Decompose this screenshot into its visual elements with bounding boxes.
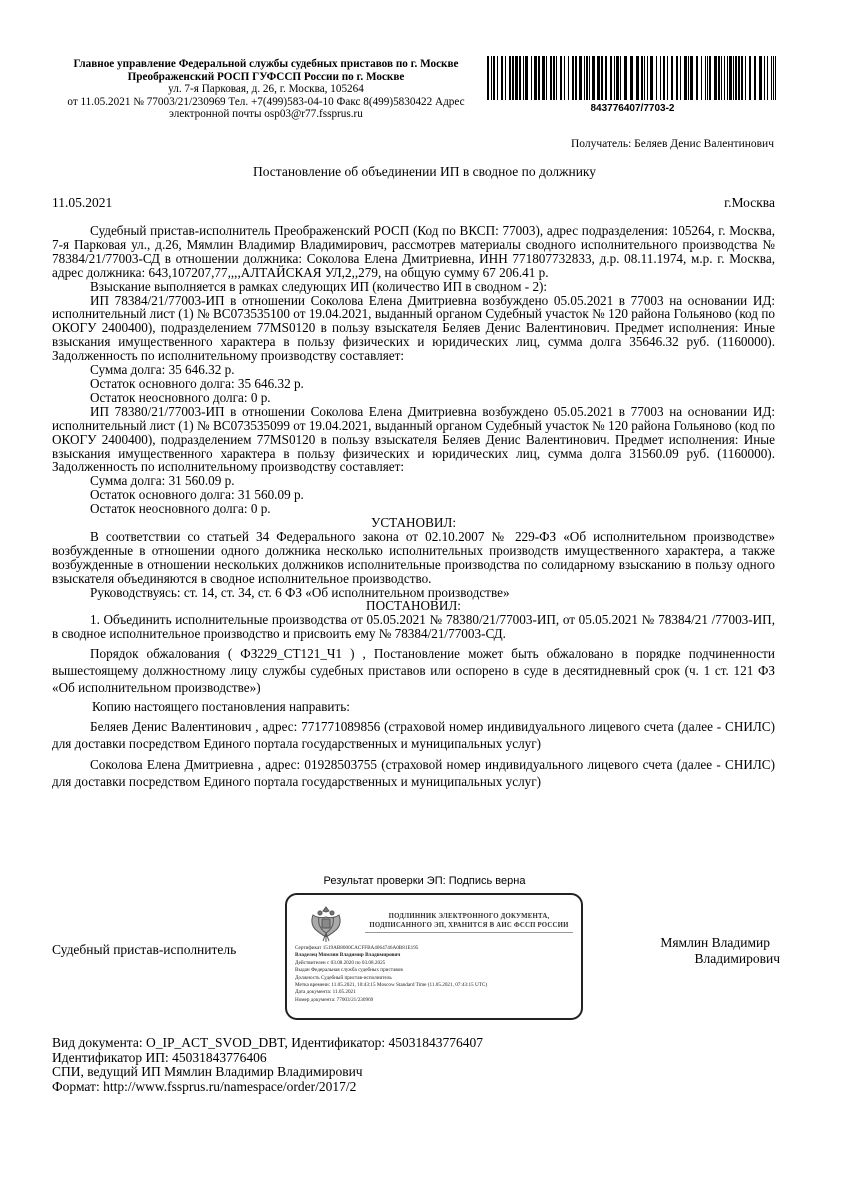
intro-paragraph: Судебный пристав-исполнитель Преображенский РОСП (Код по ВКСП: 77003), адрес подразделения: 105264, г. Москва, 7-я Парковая ул., д.26, Мямлин Владимир Владимирович, рассмотрев материалы сводного исполнительного производства № 78384/21/77003-СД в отношении должника: Соколова Елена Дмитриевна, ИНН 771807732833, д.р. 08.11.1974, м.р. г. Москва, адрес должника: 643,107207,77,,,,АЛТАЙСКАЯ УЛ,2,,279, на общую сумму 67 206.41 р. (52, 223, 775, 280)
format-url: Формат: http://www.fssprus.ru/namespace/order/2017/2 (52, 1078, 357, 1094)
barcode-bar (542, 56, 545, 100)
signer-name (620, 935, 780, 966)
barcode-bar (696, 56, 698, 100)
barcode-bar (630, 56, 633, 100)
appeal-procedure: Порядок обжалования ( ФЗ229_СТ121_Ч1 ) , Постановление может быть обжаловано в порядке подчиненности вышестоящему должностному лицу службы судебных приставов или оспорено в суде в десятидневный срок (ч. 1 ст. 121 ФЗ «Об исполнительном производстве») (52, 646, 775, 696)
barcode-bar (616, 56, 619, 100)
issuer-department: Преображенский РОСП ГУФССП России по г. Москве (127, 70, 405, 83)
established-heading: УСТАНОВИЛ: (370, 515, 457, 531)
barcode-bar (745, 56, 746, 100)
barcode-bar (650, 56, 653, 100)
document-date: 11.05.2021 (52, 195, 113, 210)
barcode-bar (592, 56, 595, 100)
collection-note: Взыскание выполняется в рамках следующих ИП (количество ИП в сводном - 2): (90, 278, 548, 294)
barcode-bar (767, 56, 768, 100)
barcode-number: 843776407/7703-2 (590, 103, 675, 114)
barcode-bar (773, 56, 774, 100)
barcode-bar (575, 56, 577, 100)
barcode-bar (568, 56, 569, 100)
barcode-bar (546, 56, 547, 100)
barcode-bar (764, 56, 765, 100)
barcode-bar (741, 56, 743, 100)
copy-recipient-2: Соколова Елена Дмитриевна , адрес: 01928503755 (страховой номер индивидуального лицевого счета (далее - СНИЛС) для доставки посредством Единого портала государственных и муниципальных услуг) (52, 757, 775, 790)
barcode-bar (509, 56, 511, 100)
stamp-line: Выдан Федеральная служба судебных приставов (295, 967, 403, 974)
ip-1-paragraph: ИП 78384/21/77003-ИП в отношении Соколова Елена Дмитриевна возбуждено 05.05.2021 в 77003 на основании ИД: исполнительный лист (1) № ВС073535100 от 19.04.2021, выданный органом Судебный участок № 120 района Гольяново (код по ОКОГУ 2400400), подразделением 77MS0120 в пользу взыскателя Беляев Денис Валентинович. Предмет исполнения: Иные взыскания имущественного характера в пользу физических и юридических лиц, сумма долга 35646.32 руб. (1160000). Задолженность по исполнительному производству составляет: (52, 292, 775, 364)
ip-2-main-remainder: Остаток основного долга: 31 560.09 р. (90, 487, 304, 503)
barcode-bar (597, 56, 600, 100)
barcode-bar (493, 56, 495, 100)
barcode-bar (707, 56, 708, 100)
barcode-bar (601, 56, 603, 100)
issuer-header (50, 58, 482, 121)
barcode-bar (560, 56, 562, 100)
stamp-heading-line-1: ПОДЛИННИК ЭЛЕКТРОННОГО ДОКУМЕНТА, (388, 913, 550, 920)
stamp-line: Дата документа: 11.05.2021 (295, 989, 356, 996)
ip-identifier: Идентификатор ИП: 45031843776406 (52, 1049, 267, 1065)
spi-name: СПИ, ведущий ИП Мямлин Владимир Владимирович (52, 1064, 363, 1080)
stamp-line: Должность Судебный пристав-исполнитель (295, 974, 392, 981)
barcode-bar (759, 56, 762, 100)
barcode-bar (572, 56, 574, 100)
barcode-bar (515, 56, 518, 100)
guided-by: Руководствуясь: ст. 14, ст. 34, ст. 6 ФЗ «Об исполнительном производстве» (90, 584, 510, 600)
barcode-bar (714, 56, 717, 100)
barcode-bar (556, 56, 557, 100)
barcode-bar (491, 56, 492, 100)
barcode-bar (690, 56, 693, 100)
ip-2-nonmain-remainder: Остаток неосновного долга: 0 р. (90, 501, 271, 517)
barcode-bar (497, 56, 498, 100)
barcode-bar (519, 56, 521, 100)
ip-1-main-remainder: Остаток основного долга: 35 646.32 р. (90, 375, 304, 391)
signature-check-result: Результат проверки ЭП: Подпись верна (323, 875, 526, 887)
ip-1-debt: Сумма долга: 35 646.32 р. (90, 362, 235, 378)
barcode-bar (718, 56, 720, 100)
stamp-details (295, 945, 487, 1004)
barcode-bar (705, 56, 706, 100)
barcode-bar (505, 56, 506, 100)
barcode-bar (553, 56, 555, 100)
barcode-bar (538, 56, 540, 100)
barcode-bar (523, 56, 524, 100)
stamp-line: Метка времени: 11.05.2021, 10:43:15 Moscow Standard Time (11.05.2021, 07:43:15 UTC) (295, 982, 488, 989)
barcode-bar (647, 56, 648, 100)
barcode-bar (676, 56, 678, 100)
barcode-bar (721, 56, 722, 100)
barcode-bar (738, 56, 740, 100)
barcode-bar (550, 56, 552, 100)
barcode-bar (775, 56, 776, 100)
barcode-bar (663, 56, 665, 100)
issuer-org: Главное управление Федеральной службы судебных приставов по г. Москве (73, 58, 459, 70)
ip-2-debt: Сумма долга: 31 560.09 р. (90, 473, 235, 489)
barcode-bar (771, 56, 772, 100)
document-title: Постановление об объединении ИП в сводное по должнику (252, 164, 597, 179)
barcode-bar (727, 56, 728, 100)
doc-type: Вид документа: O_IP_ACT_SVOD_DBT, Идентификатор: 45031843776407 (52, 1035, 484, 1050)
ip-1-nonmain-remainder: Остаток неосновного долга: 0 р. (90, 389, 271, 405)
barcode-bar (589, 56, 590, 100)
barcode-bar (487, 56, 489, 100)
barcode-bar (614, 56, 615, 100)
barcode-bar (610, 56, 612, 100)
barcode-bar (724, 56, 725, 100)
barcode-bar (729, 56, 732, 100)
stamp-line: Действителен с 03.08.2020 по 03.08.2025 (295, 959, 386, 966)
recipient: Получатель: Беляев Денис Валентинович (570, 138, 774, 150)
established-text: В соответствии со статьей 34 Федерального закона от 02.10.2007 № 229-ФЗ «Об исполнительном производстве» возбужденные в отношении одного должника несколько исполнительных производств имущественного характера, а также возбужденные в отношении нескольких должников исполнительные производства по солидарному взысканию в пользу одного взыскателя объединяются в сводное исполнительное производство. (52, 528, 775, 586)
resolved-item-1: 1. Объединить исполнительные производства от 05.05.2021 № 78380/21/77003-ИП, от 05.05.2021 № 78384/21 /77003-ИП, в сводное исполнительное производство и присвоить ему № 78384/21/77003-СД. (52, 612, 775, 642)
barcode-bar (641, 56, 643, 100)
barcode-bar (701, 56, 702, 100)
signer-name-line-2: Владимирович (694, 950, 780, 966)
barcode-bar (754, 56, 756, 100)
barcode-bar (605, 56, 607, 100)
document-body (52, 224, 775, 790)
barcode-bar (564, 56, 565, 100)
barcode-bar (584, 56, 585, 100)
signer-name-line-1: Мямлин Владимир (660, 935, 770, 950)
barcode-bar (671, 56, 673, 100)
barcode (485, 56, 780, 100)
stamp-heading (359, 913, 579, 933)
signer-role: Судебный пристав-исполнитель (52, 942, 237, 957)
barcode-bar (688, 56, 689, 100)
stamp-line: Сертификат 1519AB8000CACFFBA4064746A0B81E195 (295, 945, 419, 951)
barcode-bar (709, 56, 711, 100)
resolved-heading: ПОСТАНОВИЛ: (366, 598, 461, 614)
barcode-bar (660, 56, 661, 100)
issuer-contacts: от 11.05.2021 № 77003/21/230969 Тел. +7(499)583-04-10 Факс 8(499)5830422 Адрес электронной почты osp03@r77.fssprus.ru (67, 95, 465, 121)
stamp-line: Владелец Мямлин Владимир Владимирович (295, 952, 401, 959)
ip-2-paragraph: ИП 78380/21/77003-ИП в отношении Соколова Елена Дмитриевна возбуждено 05.05.2021 в 77003 на основании ИД: исполнительный лист (1) № ВС073535099 от 19.04.2021, выданный органом Судебный участок № 120 района Гольяново (код по ОКОГУ 2400400), подразделением 77MS0120 в пользу взыскателя Беляев Денис Валентинович. Предмет исполнения: Иные взыскания имущественного характера в пользу физических и юридических лиц, сумма долга 31560.09 руб. (1160000). Задолженность по исполнительному производству составляет: (52, 403, 775, 475)
barcode-bar (531, 56, 532, 100)
barcode-bar (624, 56, 627, 100)
barcode-bar (525, 56, 528, 100)
barcode-bar (579, 56, 582, 100)
electronic-signature-stamp (285, 893, 583, 1020)
document-metadata (52, 1036, 483, 1094)
barcode-bar (684, 56, 687, 100)
copy-recipient-1: Беляев Денис Валентинович , адрес: 771771089856 (страховой номер индивидуального лицевого счета (далее - СНИЛС) для доставки посредством Единого портала государственных и муниципальных услуг) (52, 719, 775, 752)
barcode-bar (735, 56, 737, 100)
barcode-bar (534, 56, 537, 100)
stamp-line: Номер документа: 77003/21/230969 (295, 996, 374, 1003)
barcode-bar (620, 56, 621, 100)
barcode-bar (636, 56, 639, 100)
barcode-bar (749, 56, 751, 100)
barcode-bar (586, 56, 588, 100)
barcode-bar (644, 56, 645, 100)
barcode-bar (733, 56, 734, 100)
stamp-heading-line-2: ПОДПИСАННОГО ЭП, ХРАНИТСЯ В АИС ФССП РОССИИ (369, 921, 569, 929)
barcode-bar (667, 56, 668, 100)
barcode-bar (512, 56, 514, 100)
barcode-bar (680, 56, 681, 100)
copy-note: Копию настоящего постановления направить: (92, 699, 350, 715)
barcode-bar (501, 56, 503, 100)
barcode-bar (656, 56, 657, 100)
issuer-address: ул. 7-я Парковая, д. 26, г. Москва, 105264 (168, 83, 364, 96)
document-city: г.Москва (724, 195, 775, 210)
coat-of-arms-icon (305, 903, 347, 945)
